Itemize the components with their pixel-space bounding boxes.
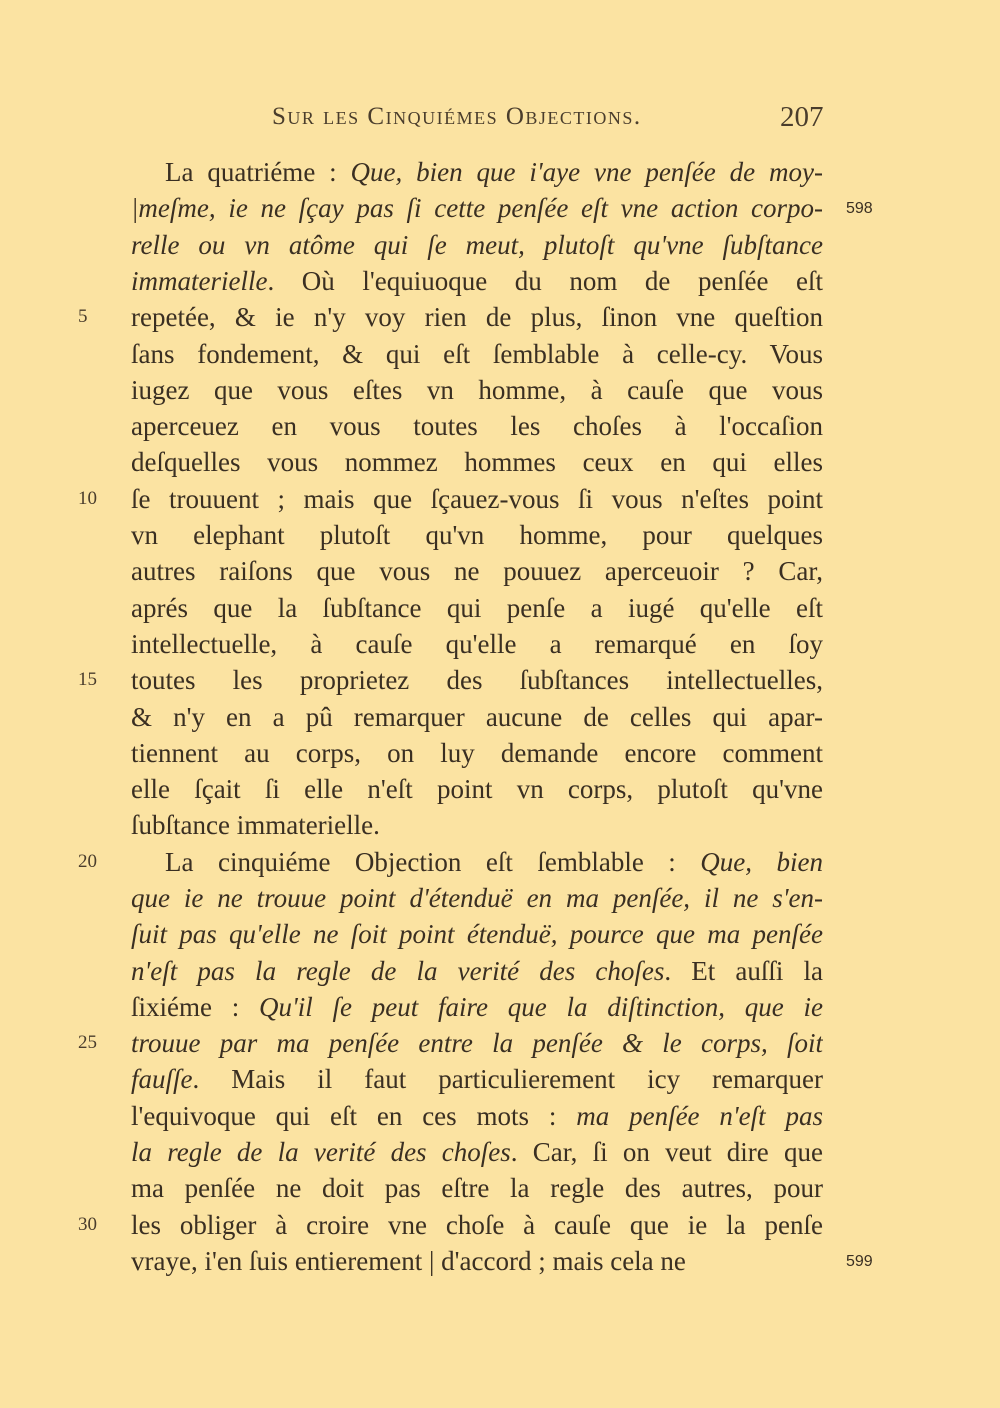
text-line bbox=[131, 662, 823, 698]
text-line bbox=[131, 372, 823, 408]
text-segment: ſubſtance immaterielle. bbox=[131, 810, 380, 840]
text-segment: La quatriéme : bbox=[165, 157, 351, 187]
text-line bbox=[131, 553, 823, 589]
italic-segment: ſuit pas qu'elle ne ſoit point étenduë, pource que ma penſée bbox=[131, 919, 823, 949]
text-line bbox=[131, 916, 823, 952]
text-line bbox=[131, 771, 823, 807]
text-line bbox=[131, 1134, 823, 1170]
text-line bbox=[131, 408, 823, 444]
text-line bbox=[131, 336, 823, 372]
edition-page-number: 598 bbox=[846, 200, 873, 217]
text-segment: toutes les proprietez des ſubſtances intellectuelles, bbox=[131, 665, 823, 695]
text-segment: deſquelles vous nommez hommes ceux en qui elles bbox=[131, 447, 823, 477]
line-number: 20 bbox=[78, 851, 97, 872]
text-segment: vraye, i'en ſuis entierement | d'accord ; mais cela ne bbox=[131, 1246, 686, 1276]
text-line bbox=[131, 1025, 823, 1061]
text-segment: l'equivoque qui eſt en ces mots : bbox=[131, 1101, 577, 1131]
text-line bbox=[131, 190, 823, 226]
text-segment: ſe trouuent ; mais que ſçauez-vous ſi vous n'eſtes point bbox=[131, 484, 823, 514]
text-segment: elle ſçait ſi elle n'eſt point vn corps, plutoſt qu'vne bbox=[131, 774, 823, 804]
italic-segment: Que, bien bbox=[700, 847, 823, 877]
text-line bbox=[131, 880, 823, 916]
text-line bbox=[131, 989, 823, 1025]
text-segment: & n'y en a pû remarquer aucune de celles qui apar- bbox=[131, 702, 823, 732]
text-segment: tiennent au corps, on luy demande encore comment bbox=[131, 738, 823, 768]
text-line bbox=[131, 1243, 823, 1279]
italic-segment: immaterielle bbox=[131, 266, 268, 296]
text-segment: ſans fondement, & qui eſt ſemblable à celle-cy. Vous bbox=[131, 339, 823, 369]
text-segment: ſixiéme : bbox=[131, 992, 259, 1022]
italic-segment: Qu'il ſe peut faire que la diſtinction, que ie bbox=[259, 992, 823, 1022]
text-segment: aperceuez en vous toutes les choſes à l'occaſion bbox=[131, 411, 823, 441]
line-number: 15 bbox=[78, 669, 97, 690]
line-number: 10 bbox=[78, 488, 97, 509]
text-line bbox=[131, 590, 823, 626]
text-line bbox=[131, 227, 823, 263]
text-segment: . Car, ſi on veut dire que bbox=[510, 1137, 823, 1167]
text-line bbox=[131, 735, 823, 771]
line-number: 25 bbox=[78, 1032, 97, 1053]
text-line bbox=[131, 1061, 823, 1097]
text-line bbox=[131, 263, 823, 299]
italic-segment: fauſſe bbox=[131, 1064, 193, 1094]
text-segment: les obliger à croire vne choſe à cauſe que ie la penſe bbox=[131, 1210, 823, 1240]
text-line bbox=[131, 1207, 823, 1243]
text-segment: repetée, & ie n'y voy rien de plus, ſinon vne queſtion bbox=[131, 302, 823, 332]
line-number: 5 bbox=[78, 306, 88, 327]
italic-segment: relle ou vn atôme qui ſe meut, plutoſt qu'vne ſubſtance bbox=[131, 230, 823, 260]
italic-segment: |meſme, ie ne ſçay pas ſi cette penſée eſt vne action corpo- bbox=[131, 193, 823, 223]
italic-segment: trouue par ma penſée entre la penſée & le corps, ſoit bbox=[131, 1028, 823, 1058]
text-segment: . Où l'equiuoque du nom de penſée eſt bbox=[267, 266, 823, 296]
running-head: Sur les Cinquiémes Objections. bbox=[272, 103, 642, 130]
text-segment: ma penſée ne doit pas eſtre la regle des autres, pour bbox=[131, 1173, 823, 1203]
text-line bbox=[165, 154, 823, 190]
text-segment: aprés que la ſubſtance qui penſe a iugé qu'elle eſt bbox=[131, 593, 823, 623]
text-segment: intellectuelle, à cauſe qu'elle a remarqué en ſoy bbox=[131, 629, 823, 659]
text-line bbox=[131, 953, 823, 989]
line-number: 30 bbox=[78, 1214, 97, 1235]
text-segment: La cinquiéme Objection eſt ſemblable : bbox=[165, 847, 701, 877]
italic-segment: Que, bien que i'aye vne penſée de moy- bbox=[350, 157, 823, 187]
page-header bbox=[0, 103, 1000, 143]
italic-segment: que ie ne trouue point d'étenduë en ma penſée, il ne s'en- bbox=[131, 883, 823, 913]
text-line bbox=[131, 1098, 823, 1134]
edition-page-number: 599 bbox=[846, 1253, 873, 1270]
italic-segment: n'eſt pas la regle de la verité des choſes bbox=[131, 956, 665, 986]
text-line bbox=[165, 844, 823, 880]
text-line bbox=[131, 1170, 823, 1206]
text-segment: vn elephant plutoſt qu'vn homme, pour quelques bbox=[131, 520, 823, 550]
text-line bbox=[131, 699, 823, 735]
text-line bbox=[131, 626, 823, 662]
italic-segment: la regle de la verité des choſes bbox=[131, 1137, 511, 1167]
text-segment: . Et auſſi la bbox=[664, 956, 823, 986]
italic-segment: ma penſée n'eſt pas bbox=[576, 1101, 823, 1131]
text-line bbox=[131, 481, 823, 517]
text-line bbox=[131, 517, 823, 553]
text-segment: autres raiſons que vous ne pouuez aperceuoir ? Car, bbox=[131, 556, 823, 586]
page-number: 207 bbox=[780, 101, 824, 133]
text-segment: iugez que vous eſtes vn homme, à cauſe que vous bbox=[131, 375, 823, 405]
text-segment: . Mais il faut particulierement icy remarquer bbox=[192, 1064, 823, 1094]
text-line bbox=[131, 299, 823, 335]
text-line bbox=[131, 807, 823, 843]
text-line bbox=[131, 444, 823, 480]
